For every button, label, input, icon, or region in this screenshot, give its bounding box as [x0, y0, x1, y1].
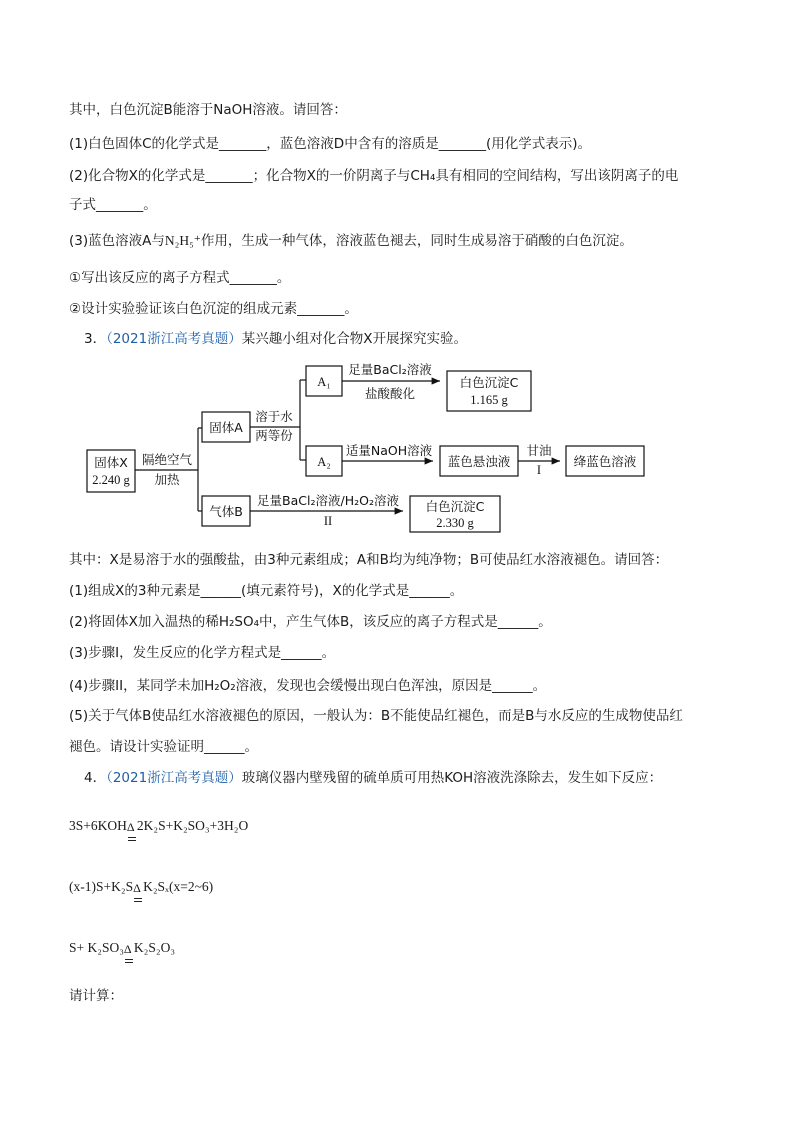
- q3-stem: 某兴趣小组对化合物X开展探究实验。: [241, 331, 467, 347]
- q3-part3: (3)步骤I，发生反应的化学方程式是______。: [69, 645, 336, 661]
- q3-part2: (2)将固体X加入温热的稀H₂SO₄中，产生气体B，该反应的离子方程式是______。: [69, 614, 552, 630]
- q2-part2-line1: (2)化合物X的化学式是_______；化合物X的一价阴离子与CH₄具有相同的空间结构，写出该阴离子的电: [69, 168, 679, 184]
- step-i-label: I: [536, 463, 542, 477]
- eq2-right: K₂Sₓ(x=2~6): [143, 879, 214, 894]
- step-ii-label: II: [323, 514, 333, 528]
- deep-blue-solution-label: 绛蓝色溶液: [573, 454, 637, 469]
- q3-part5-line1: (5)关于气体B使品红水溶液褪色的原因，一般认为：B不能使品红褪色，而是B与水反应的生成物使品红: [69, 708, 683, 724]
- q3-part5-line2: 褪色。请设计实验证明______。: [69, 739, 258, 755]
- solid-x-mass: 2.240 g: [92, 473, 130, 487]
- gas-b-label: 气体B: [209, 504, 243, 519]
- q4-ask: 请计算：: [69, 988, 123, 1004]
- hydrazinium-ion: N₂H₅⁺: [164, 233, 201, 248]
- q3-part1: (1)组成X的3种元素是______(填元素符号)，X的化学式是______。: [69, 583, 464, 599]
- dissolve-bottom-label: 两等份: [255, 428, 293, 443]
- equation-1: [69, 816, 248, 836]
- equation-2: [69, 877, 213, 897]
- white-c-top-label: 白色沉淀C: [459, 375, 519, 390]
- heat-top-label: 隔绝空气: [141, 452, 193, 467]
- heat-bottom-label: 加热: [154, 472, 180, 487]
- q3-note: 其中：X是易溶于水的强酸盐，由3种元素组成；A和B均为纯净物；B可使品红水溶液褪色。请回答：: [69, 552, 669, 568]
- eq1-delta: Δ: [126, 820, 135, 834]
- eq1-right: 2K₂S+K₂SO₃+3H₂O: [136, 818, 249, 833]
- q4-source: （2021浙江高考真题）: [106, 770, 242, 786]
- q2-part1: (1)白色固体C的化学式是_______，蓝色溶液D中含有的溶质是_______(用化学式表示)。: [69, 136, 591, 152]
- eq2-delta: Δ: [133, 881, 141, 895]
- eq3-left: S+ K₂SO₃: [69, 940, 124, 955]
- q3-part4: (4)步骤II，某同学未加H₂O₂溶液，发现也会缓慢出现白色浑浊，原因是______。: [69, 678, 547, 694]
- eq3-delta: Δ: [123, 942, 132, 956]
- q2-part3-sub2: ②设计实验验证该白色沉淀的组成元素_______。: [69, 301, 358, 317]
- q4-number: 4．: [84, 770, 107, 786]
- q2-part3-pre: (3)蓝色溶液A与: [69, 233, 165, 249]
- glycerol-label: 甘油: [526, 443, 552, 458]
- q3-source: （2021浙江高考真题）: [106, 331, 242, 347]
- bacl2-bottom-label: 盐酸酸化: [364, 386, 416, 401]
- dissolve-top-label: 溶于水: [255, 409, 293, 424]
- white-c-bottom-mass: 2.330 g: [436, 516, 474, 530]
- solid-x-label: 固体X: [94, 455, 128, 470]
- solid-a-label: 固体A: [209, 420, 243, 435]
- q4-header: [84, 768, 662, 788]
- white-c-bottom-label: 白色沉淀C: [425, 499, 485, 514]
- q2-part3-post: 作用，生成一种气体，溶液蓝色褪去，同时生成易溶于硝酸的白色沉淀。: [200, 233, 633, 249]
- q2-intro: 其中，白色沉淀B能溶于NaOH溶液。请回答：: [69, 102, 347, 118]
- a1-label: A₁: [317, 375, 331, 389]
- q2-part3-sub1: ①写出该反应的离子方程式_______。: [69, 270, 291, 286]
- q2-part2-line2: 子式_______。: [69, 197, 157, 213]
- bacl2-h2o2-label: 足量BaCl₂溶液/H₂O₂溶液: [257, 493, 399, 508]
- a2-label: A₂: [317, 455, 331, 469]
- eq1-left: 3S+6KOH: [69, 818, 127, 833]
- white-c-top-mass: 1.165 g: [470, 393, 508, 407]
- eq3-right: K₂S₂O₃: [133, 940, 176, 955]
- blue-suspension-label: 蓝色悬浊液: [447, 454, 511, 469]
- naoh-label: 适量NaOH溶液: [345, 443, 433, 458]
- q4-stem: 玻璃仪器内壁残留的硫单质可用热KOH溶液洗涤除去，发生如下反应：: [241, 770, 663, 786]
- bacl2-top-label: 足量BaCl₂溶液: [348, 362, 432, 377]
- equation-3: [69, 938, 175, 958]
- q3-number: 3．: [84, 331, 107, 347]
- eq2-left: (x-1)S+K₂S: [69, 879, 134, 894]
